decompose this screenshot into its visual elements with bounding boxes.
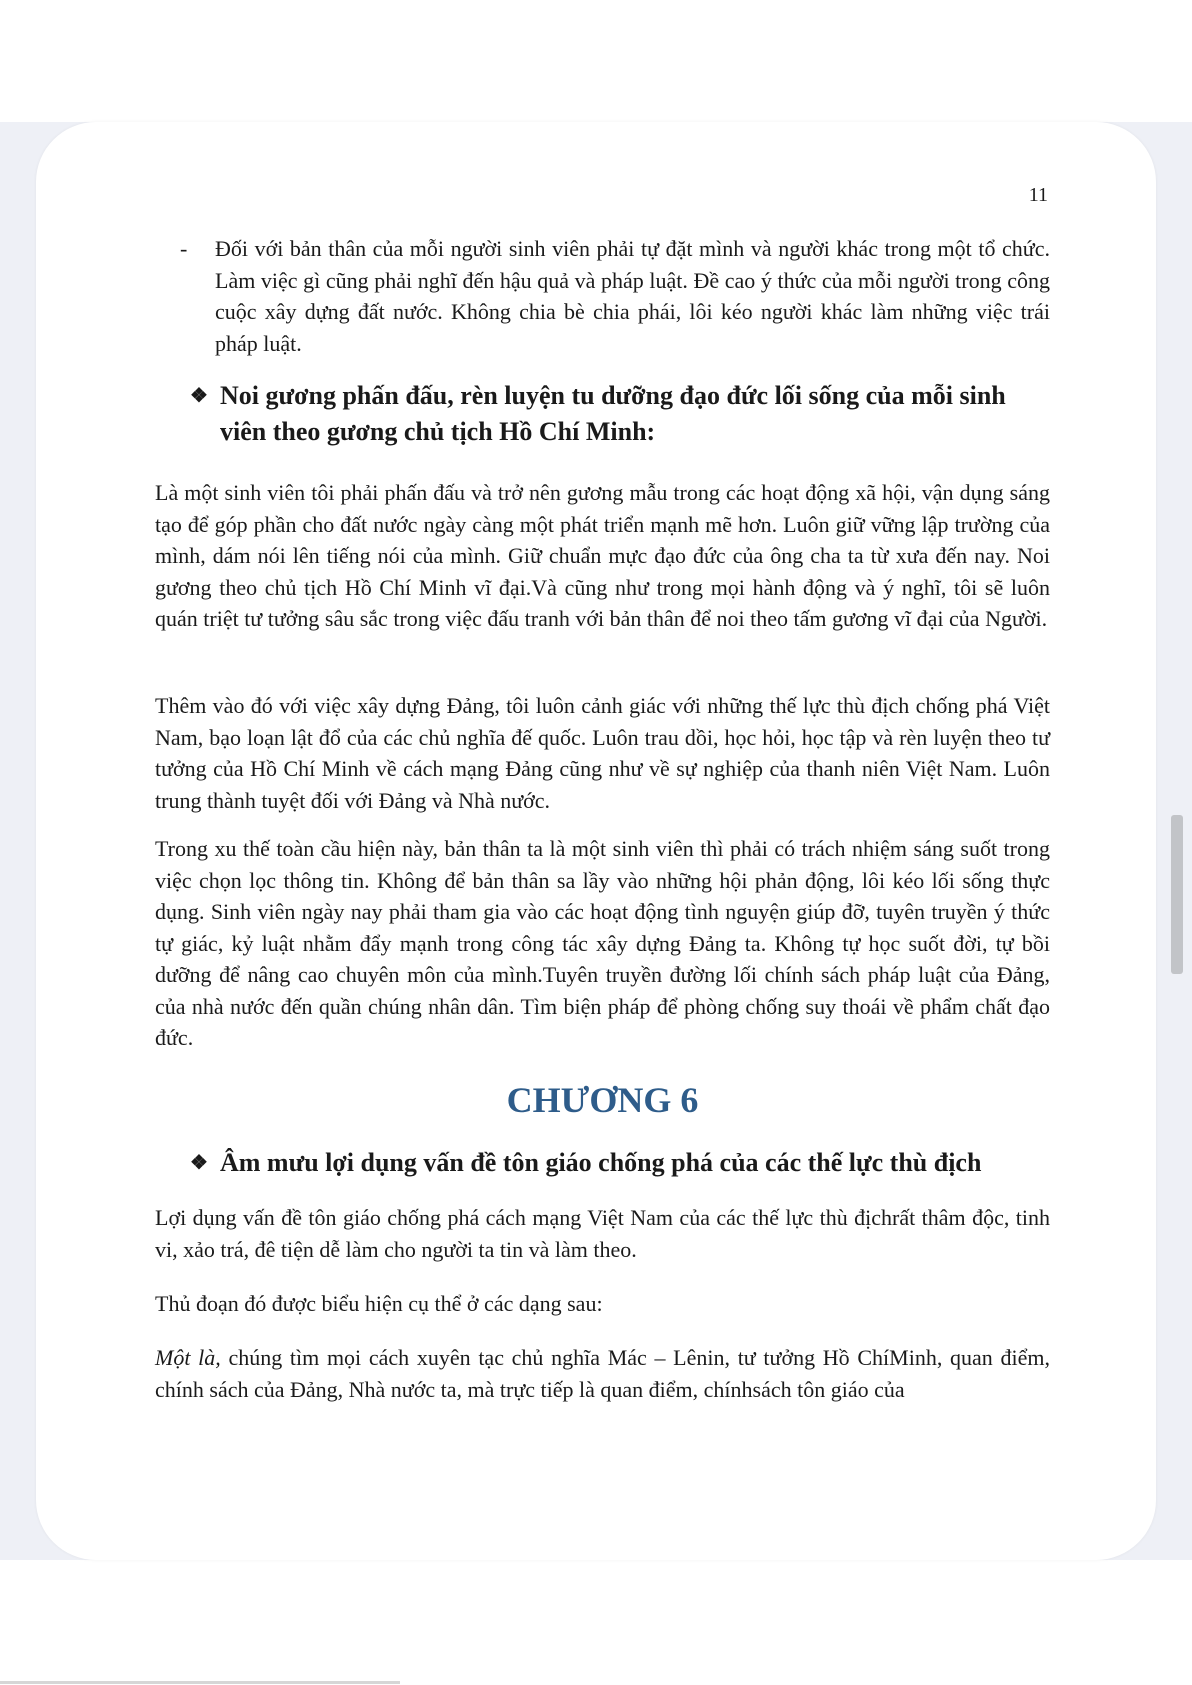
bullet-dash: - [180,236,188,261]
paragraph-text: chúng tìm mọi cách xuyên tạc chủ nghĩa Mác – Lênin, tư tưởng Hồ ChíMinh, quan điểm, chính sách của Đảng, Nhà nước ta, mà trực tiếp là quan điểm, chínhsách tôn giáo của [155,1345,1050,1402]
paragraph: Là một sinh viên tôi phải phấn đấu và trở nên gương mẫu trong các hoạt động xã hội, vận dụng sáng tạo để góp phần cho đất nước ngày càng một phát triển mạnh mẽ hơn. Luôn giữ vững lập trường của mình, dám nói lên tiếng nói của mình. Giữ chuẩn mực đạo đức của ông cha ta từ xưa đến nay. Noi gương theo chủ tịch Hồ Chí Minh vĩ đại.Và cũng như trong mọi hành động và ý nghĩ, tôi sẽ luôn quán triệt tư tưởng sâu sắc trong việc đấu tranh với bản thân để noi theo tấm gương vĩ đại của Người. [155,480,1050,631]
section-heading-1-text: Noi gương phấn đấu, rèn luyện tu dưỡng đạo đức lối sống của mỗi sinh viên theo gương chủ tịch Hồ Chí Minh: [220,381,1006,446]
bottom-progress-bar [0,1681,400,1684]
bullet-text: Đối với bản thân của mỗi người sinh viên phải tự đặt mình và người khác trong một tổ chức. Làm việc gì cũng phải nghĩ đến hậu quả và pháp luật. Đề cao ý thức của mỗi người trong công cuộc xây dựng đất nước. Không chia bè chia phái, lôi kéo người khác làm những việc trái pháp luật. [215,236,1050,356]
chapter-title: CHƯƠNG 6 [506,1080,699,1120]
paragraph: Lợi dụng vấn đề tôn giáo chống phá cách mạng Việt Nam của các thế lực thù địchrất thâm độc, tinh vi, xảo trá, đê tiện dễ làm cho người ta tin và làm theo. [155,1205,1050,1262]
paragraph: Thêm vào đó với việc xây dựng Đảng, tôi luôn cảnh giác với những thế lực thù địch chống phá Việt Nam, bạo loạn lật đổ của các chủ nghĩa đế quốc. Luôn trau dồi, học hỏi, học tập và rèn luyện theo tư tưởng của Hồ Chí Minh về cách mạng Đảng cũng như về sự nghiệp của thanh niên Việt Nam. Luôn trung thành tuyệt đối với Đảng và Nhà nước. [155,693,1050,813]
paragraph: Trong xu thế toàn cầu hiện này, bản thân ta là một sinh viên thì phải có trách nhiệm sáng suốt trong việc chọn lọc thông tin. Không để bản thân sa lầy vào những hội phản động, lôi kéo lối sống thực dụng. Sinh viên ngày nay phải tham gia vào các hoạt động tình nguyện giúp đỡ, tuyên truyền ý thức tự giác, kỷ luật nhằm đẩy mạnh trong công tác xây dựng Đảng ta. Không tự học suốt đời, tự bồi dưỡng để nâng cao chuyên môn của mình.Tuyên truyền đường lối chính sách pháp luật của Đảng, của nhà nước đến quần chúng nhân dân. Tìm biện pháp để phòng chống suy thoái về phẩm chất đạo đức. [155,836,1050,1050]
section-heading-2-text: Âm mưu lợi dụng vấn đề tôn giáo chống phá của các thế lực thù địch [220,1148,982,1177]
paragraph-lead-italic: Một là, [155,1345,221,1370]
bullet-item [180,233,1050,359]
diamond-bullet-icon: ❖ [190,385,208,407]
paragraph: Thủ đoạn đó được biểu hiện cụ thể ở các dạng sau: [155,1291,603,1316]
section-heading-1 [190,378,1050,450]
paragraph [155,1342,1050,1405]
diamond-bullet-icon: ❖ [190,1152,208,1174]
scrollbar-thumb[interactable] [1171,815,1183,974]
section-heading-2 [190,1145,1050,1181]
page-number: 11 [1028,184,1048,206]
